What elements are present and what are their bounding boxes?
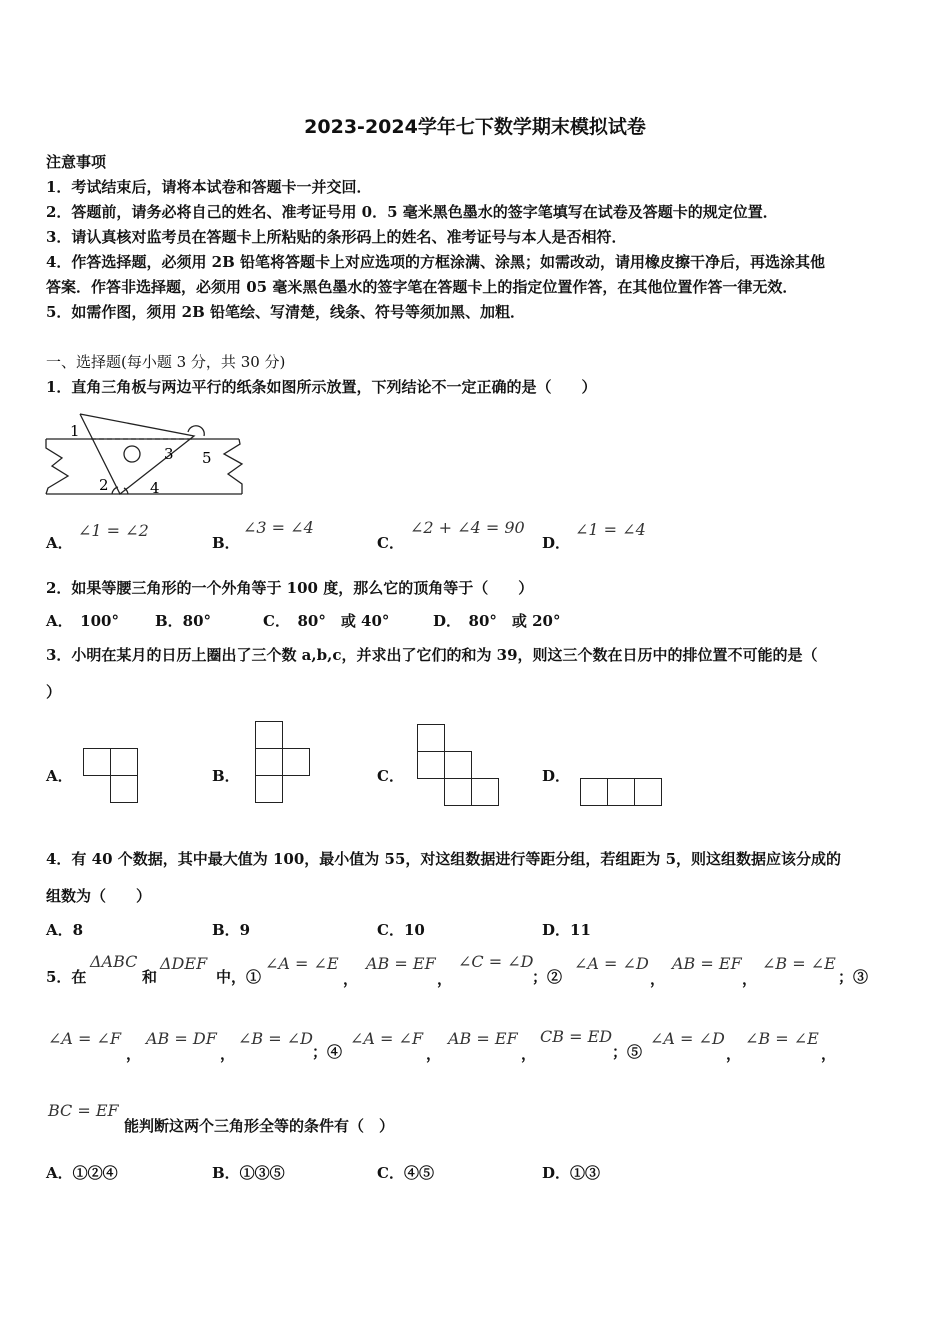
text-and: 和: [142, 968, 158, 986]
calendar-cell: [417, 724, 445, 752]
option: A． 100°: [46, 612, 119, 630]
separator: ；④: [312, 1043, 343, 1061]
option-math: ∠1 = ∠4: [575, 520, 646, 539]
question-4-stem-cont: 组数为（ ）: [46, 887, 152, 905]
question-5-tail: 能判断这两个三角形全等的条件有（ ）: [124, 1117, 395, 1135]
calendar-cell: [444, 751, 472, 779]
option-math: ∠1 = ∠2: [78, 521, 149, 540]
figure-label: 4: [150, 479, 160, 497]
calendar-cell: [255, 775, 283, 803]
separator: ；⑤: [612, 1043, 643, 1061]
condition: ∠A = ∠E: [265, 954, 339, 973]
option: C．10: [377, 921, 425, 939]
condition: BC = EF: [48, 1101, 119, 1120]
condition: AB = EF: [672, 954, 742, 973]
question-1-stem: 1．直角三角板与两边平行的纸条如图所示放置，下列结论不一定正确的是（ ）: [46, 378, 597, 396]
option: C． 80° 或 40°: [263, 612, 390, 630]
question-4-stem: 4．有 40 个数据，其中最大值为 100，最小值为 55，对这组数据进行等距分组，若组距为 5，则这组数据应该分成的: [46, 850, 842, 868]
calendar-cell: [255, 721, 283, 749]
condition: ∠A = ∠F: [48, 1029, 122, 1048]
comma: ，: [650, 970, 666, 988]
option-label: A．: [46, 767, 73, 785]
calendar-cell: [444, 778, 472, 806]
notice-item: 答案．作答非选择题，必须用 05 毫米黑色墨水的签字笔在答题卡上的指定位置作答，在其他位置作答一律无效．: [46, 278, 798, 296]
option: C．④⑤: [377, 1164, 434, 1182]
condition: CB = ED: [540, 1027, 613, 1046]
comma: ，: [437, 970, 453, 988]
calendar-cell: [110, 748, 138, 776]
comma: ，: [742, 970, 758, 988]
option: D．11: [542, 921, 591, 939]
condition: ∠B = ∠E: [762, 954, 836, 973]
separator: ；②: [532, 968, 563, 986]
option-label: A．: [46, 534, 73, 552]
calendar-cell: [607, 778, 635, 806]
notice-item: 3．请认真核对监考员在答题卡上所粘贴的条形码上的姓名、准考证号与本人是否相符．: [46, 228, 627, 246]
condition: ∠A = ∠D: [574, 954, 649, 973]
page-title: 2023-2024学年七下数学期末模拟试卷: [304, 116, 646, 138]
figure-label: 3: [164, 445, 174, 463]
triangle-def: ΔDEF: [160, 954, 208, 973]
figure-label: 2: [99, 476, 109, 494]
option: A．①②④: [46, 1164, 118, 1182]
notice-item: 5．如需作图，须用 2B 铅笔绘、写清楚，线条、符号等须加黑、加粗．: [46, 303, 525, 321]
notice-item: 1．考试结束后，请将本试卷和答题卡一并交回．: [46, 178, 372, 196]
triangle-abc: ΔABC: [90, 952, 138, 971]
option: A．8: [46, 921, 84, 939]
figure-label: 5: [202, 449, 212, 467]
option: D． 80° 或 20°: [433, 612, 561, 630]
condition: AB = DF: [146, 1029, 217, 1048]
calendar-cell: [471, 778, 499, 806]
option: B．①③⑤: [212, 1164, 285, 1182]
comma: ，: [821, 1045, 837, 1063]
option-label: D．: [542, 534, 571, 552]
notice-item: 2．答题前，请务必将自己的姓名、准考证号用 0．5 毫米黑色墨水的签字笔填写在试卷及答题卡的规定位置．: [46, 203, 778, 221]
figure-label: 1: [70, 422, 80, 440]
option-label: B．: [212, 534, 240, 552]
separator: ；③: [838, 968, 869, 986]
calendar-cell: [255, 748, 283, 776]
option: B．80°: [155, 612, 212, 630]
comma: ，: [220, 1045, 236, 1063]
comma: ，: [126, 1045, 142, 1063]
notice-item: 4．作答选择题，必须用 2B 铅笔将答题卡上对应选项的方框涂满、涂黑；如需改动，请用橡皮擦干净后，再选涂其他: [46, 253, 826, 271]
condition: AB = EF: [366, 954, 436, 973]
q1-paper-strip-triangle-figure: [44, 408, 250, 500]
calendar-cell: [580, 778, 608, 806]
calendar-cell: [83, 748, 111, 776]
calendar-cell: [282, 748, 310, 776]
option: B．9: [212, 921, 251, 939]
section-heading: 一、选择题(每小题 3 分，共 30 分): [46, 353, 286, 371]
option-label: D．: [542, 767, 571, 785]
question-3-stem: 3．小明在某月的日历上圈出了三个数 a,b,c，并求出了它们的和为 39，则这三个数在日历中的排位置不可能的是（: [46, 646, 818, 664]
question-5-lead: 5．在: [46, 968, 87, 986]
option-math: ∠2 + ∠4 = 90: [410, 518, 525, 537]
question-3-stem-cont: ）: [46, 683, 62, 701]
option-label: C．: [377, 767, 404, 785]
condition: AB = EF: [448, 1029, 518, 1048]
comma: ，: [521, 1045, 537, 1063]
calendar-cell: [110, 775, 138, 803]
condition: ∠B = ∠E: [745, 1029, 819, 1048]
question-2-stem: 2．如果等腰三角形的一个外角等于 100 度，那么它的顶角等于（ ）: [46, 579, 534, 597]
option-math: ∠3 = ∠4: [243, 518, 314, 537]
option: D．①③: [542, 1164, 601, 1182]
notice-heading: 注意事项: [46, 153, 107, 171]
option-label: B．: [212, 767, 240, 785]
comma: ，: [726, 1045, 742, 1063]
calendar-cell: [634, 778, 662, 806]
option-label: C．: [377, 534, 404, 552]
condition: ∠A = ∠F: [350, 1029, 424, 1048]
condition: ∠A = ∠D: [650, 1029, 725, 1048]
comma: ，: [426, 1045, 442, 1063]
condition: ∠B = ∠D: [238, 1029, 313, 1048]
condition: ∠C = ∠D: [458, 952, 534, 971]
comma: ，: [343, 970, 359, 988]
calendar-cell: [417, 751, 445, 779]
text-zhong: 中，①: [216, 968, 262, 986]
